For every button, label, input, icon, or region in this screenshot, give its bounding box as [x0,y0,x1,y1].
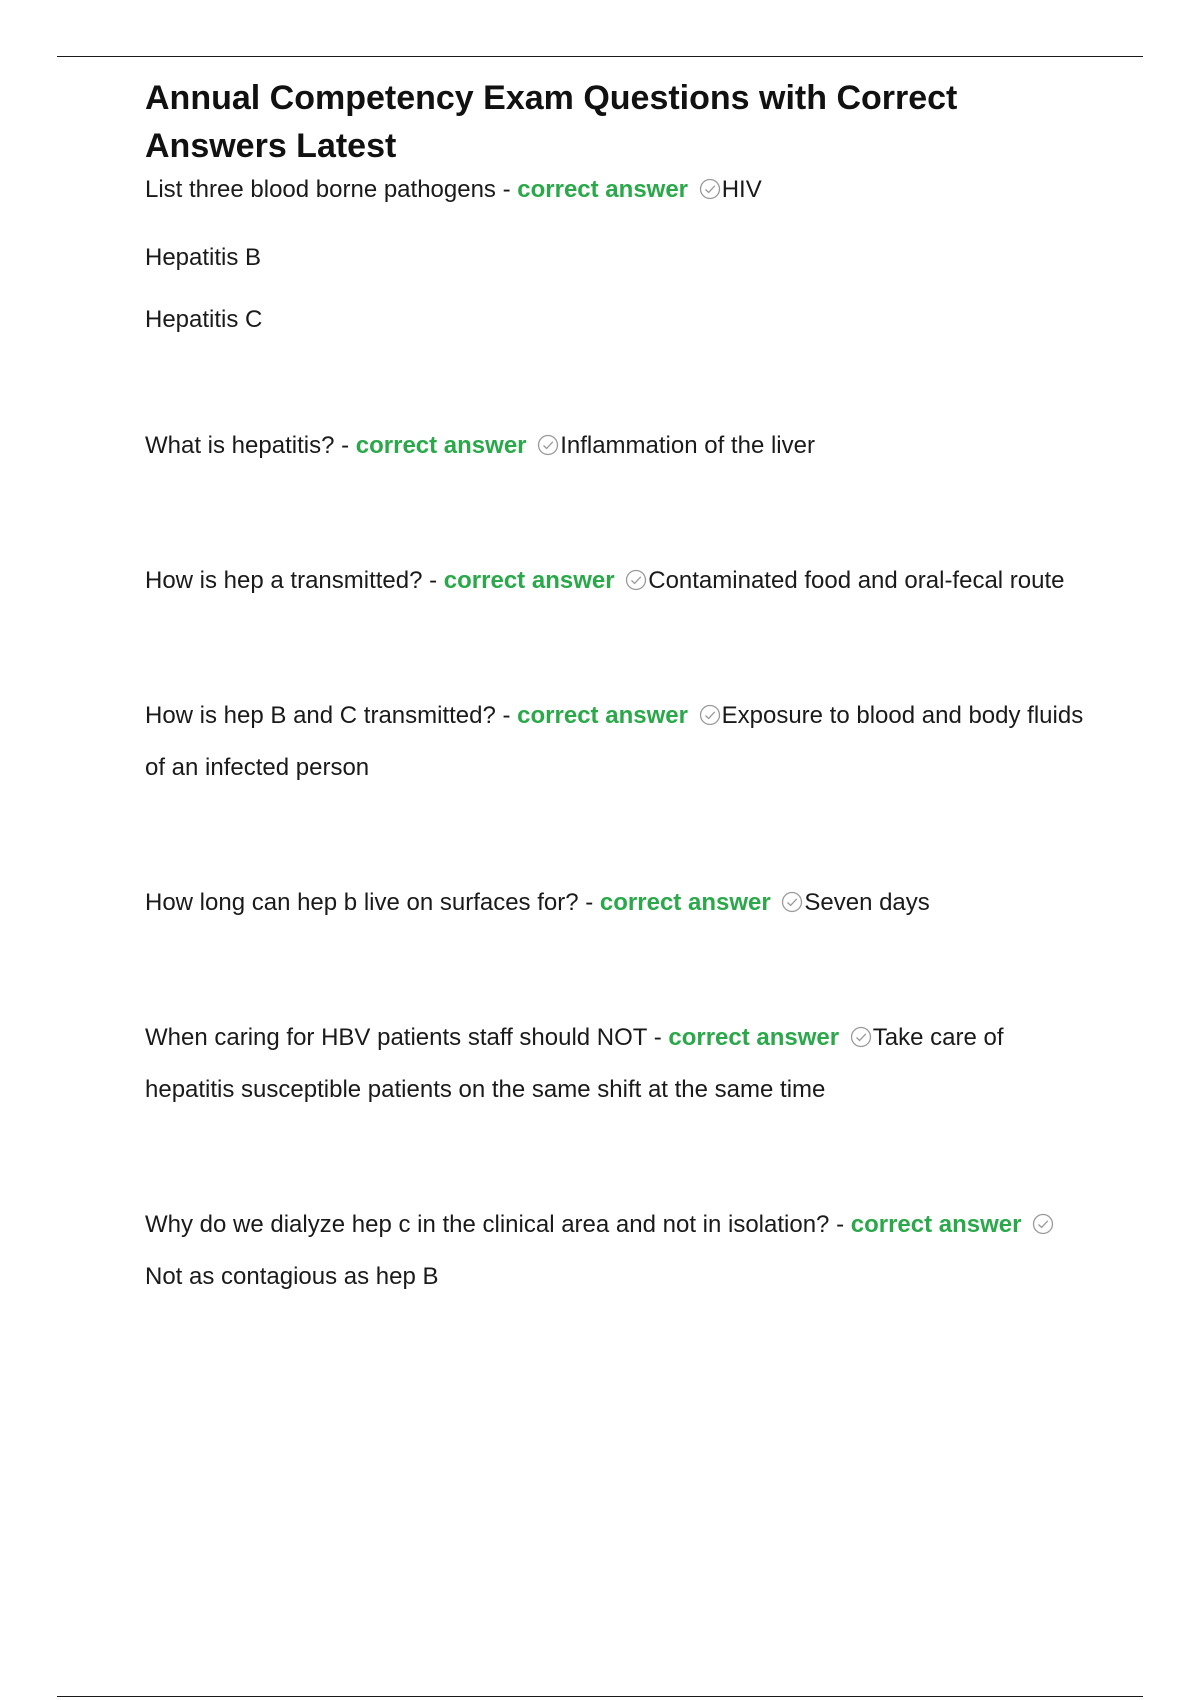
separator: - [578,889,600,916]
top-rule [57,56,1143,57]
check-circle-icon [537,434,559,456]
qa-item-6 [145,1012,1085,1116]
correct-answer-label: correct answer [443,567,615,594]
question-text: Why do we dialyze hep c in the clinical area and not in isolation? [145,1211,830,1238]
answer-text: Inflammation of the liver [560,432,815,459]
separator: - [495,176,518,203]
answer-text: Take care of hepatitis susceptible patients on the same shift at the same time [145,1024,1004,1103]
answer-text: Exposure to blood and body fluids of an infected person [145,702,1084,781]
check-circle-icon [699,178,721,200]
check-circle-icon [699,704,721,726]
answer-line: Hepatitis B [145,244,262,271]
correct-answer-label: correct answer [517,176,689,203]
check-circle-icon [850,1026,872,1048]
answer-text: Seven days [804,889,930,916]
answer-text: HIV [721,176,762,203]
question-text: How is hep B and C transmitted? [145,702,496,729]
correct-answer-label: correct answer [668,1024,840,1051]
separator: - [829,1211,851,1238]
answer-line: Hepatitis C [145,306,263,333]
answer-text: Not as contagious as hep B [145,1263,439,1290]
question-text: How long can hep b live on surfaces for? [145,889,579,916]
document-title: Annual Competency Exam Questions with Correct Answers Latest [145,79,958,165]
qa-item-7 [145,1199,1085,1303]
question-text: What is hepatitis? [145,432,335,459]
document-body [145,74,1085,1303]
separator: - [495,702,518,729]
answer-text: Contaminated food and oral-fecal route [648,567,1065,594]
bottom-rule [57,1696,1143,1697]
question-text: When caring for HBV patients staff should NOT [145,1024,648,1051]
separator: - [647,1024,669,1051]
qa-item-5 [145,877,1085,929]
separator: - [422,567,444,594]
correct-answer-label: correct answer [599,889,771,916]
question-text: List three blood borne pathogens [145,176,496,203]
check-circle-icon [1032,1213,1054,1235]
separator: - [334,432,356,459]
qa-item-3 [145,555,1085,607]
qa-item-4 [145,690,1085,794]
correct-answer-label: correct answer [850,1211,1022,1238]
check-circle-icon [625,569,647,591]
qa-item-1 [145,164,1085,346]
correct-answer-label: correct answer [517,702,688,729]
question-text: How is hep a transmitted? [145,567,423,594]
check-circle-icon [781,891,803,913]
qa-item-2 [145,420,1085,472]
correct-answer-label: correct answer [355,432,527,459]
qa-line [145,164,1085,216]
